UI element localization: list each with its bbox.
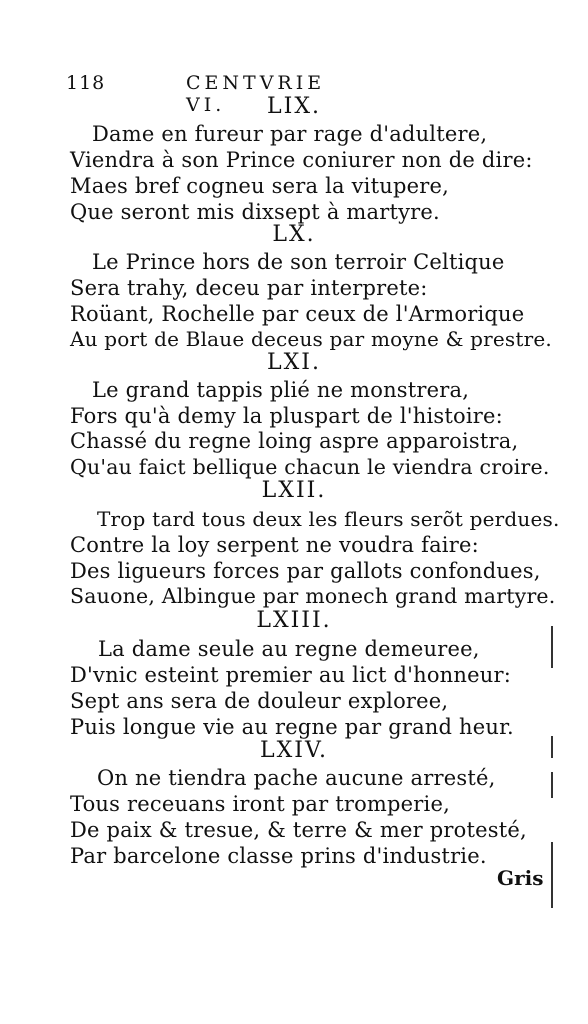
quatrain-numeral: LXIV. — [260, 738, 328, 763]
verse-line: Le Prince hors de son terroir Celtique — [92, 250, 505, 274]
verse-line: Sauone, Albingue par monech grand martyre. — [70, 584, 556, 608]
catchword: Gris — [497, 866, 544, 890]
verse-line: Trop tard tous deux les fleurs serõt perdues. — [97, 507, 560, 531]
verse-line: Puis longue vie au regne par grand heur. — [70, 715, 514, 739]
verse-line: Viendra à son Prince coniurer non de dire: — [70, 148, 533, 172]
verse-line: Sept ans sera de douleur exploree, — [70, 689, 449, 713]
verse-line: Des ligueurs forces par gallots confondues, — [70, 559, 541, 583]
verse-line: Par barcelone classe prins d'industrie. — [70, 844, 487, 868]
verse-line: Maes bref cogneu sera la vitupere, — [70, 174, 449, 198]
margin-rule — [551, 736, 553, 758]
verse-line: Le grand tappis plié ne monstrera, — [92, 378, 470, 402]
verse-line: On ne tiendra pache aucune arresté, — [97, 766, 496, 790]
verse-line: Roüant, Rochelle par ceux de l'Armorique — [70, 302, 525, 326]
margin-rule — [551, 772, 553, 798]
quatrain-numeral: LXI. — [267, 350, 321, 375]
page-number: 118 — [66, 72, 106, 94]
verse-line: La dame seule au regne demeuree, — [98, 637, 480, 661]
margin-rule — [551, 626, 553, 668]
verse-line: De paix & tresue, & terre & mer protesté, — [70, 818, 527, 842]
verse-line: Sera trahy, deceu par interprete: — [70, 276, 428, 300]
quatrain-numeral: LIX. — [267, 94, 321, 119]
quatrain-numeral: LXII. — [261, 478, 327, 503]
margin-rule — [551, 842, 553, 908]
verse-line: Que seront mis dixsept à martyre. — [70, 200, 440, 224]
verse-line: D'vnic esteint premier au lict d'honneur: — [70, 663, 511, 687]
quatrain-numeral: LXIII. — [256, 608, 332, 633]
verse-line: Au port de Blaue deceus par moyne & prestre. — [70, 327, 552, 351]
verse-line: Qu'au faict bellique chacun le viendra croire. — [70, 455, 550, 479]
verse-line: Dame en fureur par rage d'adultere, — [92, 122, 488, 146]
verse-line: Contre la loy serpent ne voudra faire: — [70, 533, 479, 557]
verse-line: Chassé du regne loing aspre apparoistra, — [70, 429, 519, 453]
quatrain-numeral: LX. — [272, 222, 316, 247]
verse-line: Fors qu'à demy la pluspart de l'histoire: — [70, 404, 503, 428]
verse-line: Tous receuans iront par tromperie, — [70, 792, 450, 816]
running-title: CENTVRIE VI. — [186, 72, 326, 116]
